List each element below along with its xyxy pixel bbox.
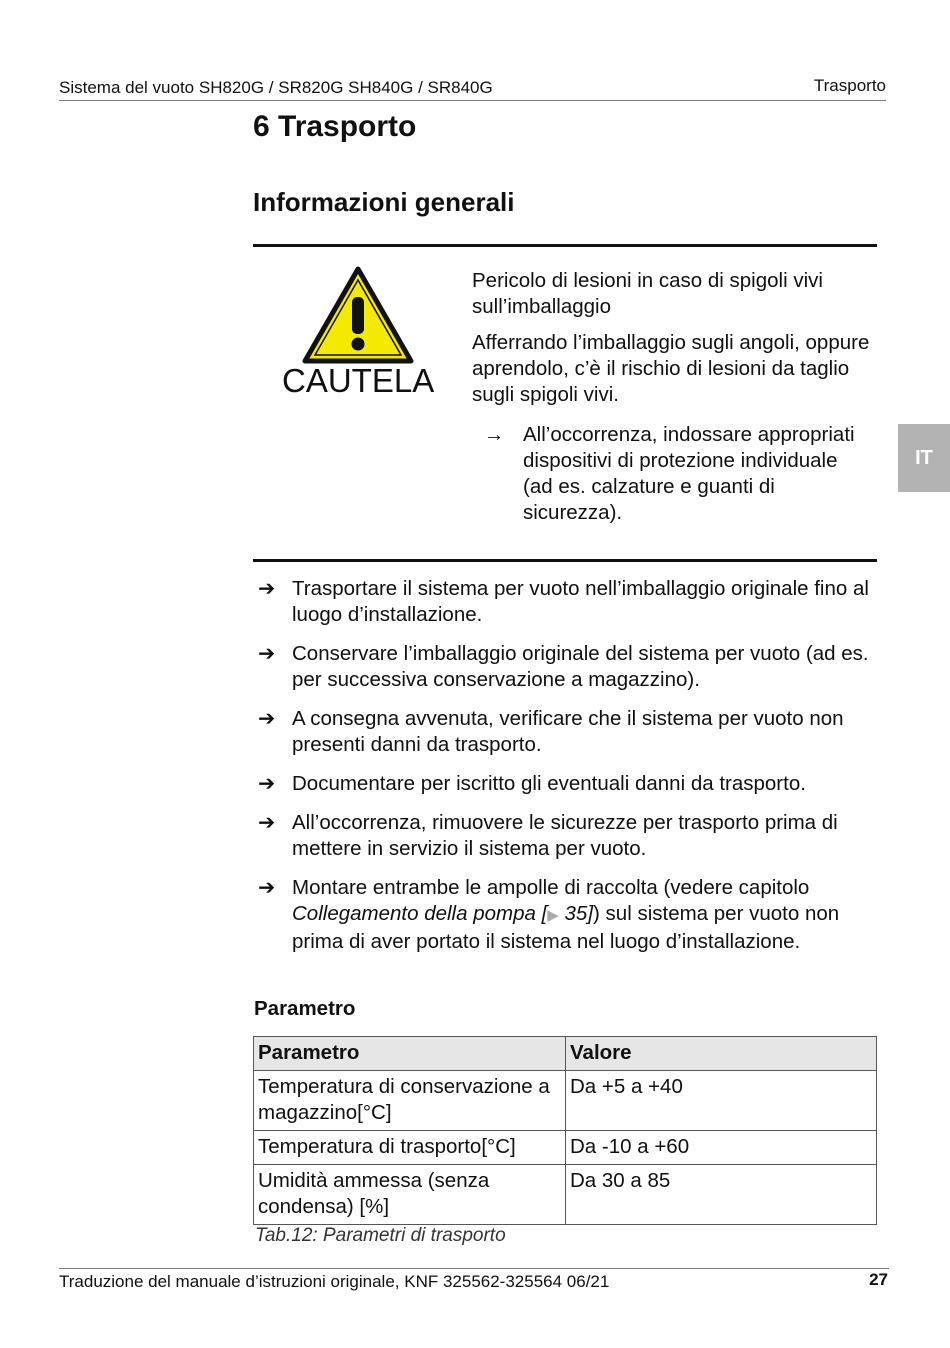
language-tab: IT (898, 424, 950, 492)
table-cell-parameter: Temperatura di conservazione a magazzino[°C] (254, 1071, 566, 1131)
caution-label: CAUTELA (282, 362, 435, 399)
arrow-right-icon: ➔ (258, 811, 276, 834)
cross-reference-page: 35] (558, 902, 594, 925)
transport-parameters-table (253, 1036, 877, 1225)
chapter-cross-reference-link[interactable] (292, 902, 593, 925)
table-row (254, 1165, 877, 1225)
parameters-heading: Parametro (254, 997, 356, 1020)
page-number: 27 (869, 1270, 888, 1289)
step-item (258, 641, 883, 693)
table-cell-value: Da +5 a +40 (566, 1071, 877, 1131)
table-cell-value: Da -10 a +60 (566, 1131, 877, 1165)
step-item (258, 576, 883, 628)
step-item (258, 810, 883, 862)
arrow-right-icon: → (484, 423, 505, 446)
step-item (258, 875, 883, 955)
header-divider (59, 100, 886, 101)
step-text: Documentare per iscritto gli eventuali danni da trasporto. (292, 772, 806, 795)
table-row (254, 1071, 877, 1131)
table-cell-parameter: Umidità ammessa (senza condensa) [%] (254, 1165, 566, 1225)
table-caption: Tab.12: Parametri di trasporto (255, 1225, 506, 1246)
arrow-right-icon: ➔ (258, 577, 276, 600)
table-cell-parameter: Temperatura di trasporto[°C] (254, 1131, 566, 1165)
arrow-right-icon: ➔ (258, 707, 276, 730)
step-text (292, 876, 839, 953)
arrow-right-icon: ➔ (258, 772, 276, 795)
transport-steps-list (258, 576, 883, 968)
caution-bottom-rule (253, 559, 877, 562)
chapter-title: 6 Trasporto (253, 110, 417, 143)
step-text: A consegna avvenuta, verificare che il sistema per vuoto non presenti danni da trasporto. (292, 707, 844, 756)
table-cell-value: Da 30 a 85 (566, 1165, 877, 1225)
exclamation-bar (352, 297, 364, 334)
cross-reference-title: Collegamento della pompa [ (292, 902, 548, 925)
table-header-row (254, 1037, 877, 1071)
footer-divider (59, 1268, 889, 1269)
step-text: All’occorrenza, rimuovere le sicurezze per trasporto prima di mettere in servizio il sistema per vuoto. (292, 811, 838, 860)
arrow-right-icon: ➔ (258, 876, 276, 899)
caution-top-rule (253, 244, 877, 247)
caution-text-block (472, 268, 872, 526)
step-item (258, 706, 883, 758)
column-header-parameter: Parametro (254, 1037, 566, 1071)
header-document-title: Sistema del vuoto SH820G / SR820G SH840G / SR840G (59, 78, 493, 97)
exclamation-dot (352, 338, 365, 351)
step-text: Conservare l’imballaggio originale del sistema per vuoto (ad es. per successiva conservazione a magazzino). (292, 642, 869, 691)
table-row (254, 1131, 877, 1165)
footer-text: Traduzione del manuale d’istruzioni originale, KNF 325562-325564 06/21 (59, 1272, 610, 1291)
caution-body: Afferrando l’imballaggio sugli angoli, oppure aprendolo, c’è il rischio di lesioni da taglio sugli spigoli vivi. (472, 331, 870, 406)
column-header-value: Valore (566, 1037, 877, 1071)
caution-action-text: All’occorrenza, indossare appropriati dispositivi di protezione individuale (ad es. calzature e guanti di sicurezza). (523, 423, 855, 524)
step-text-after-link: ) sul sistema per vuoto non prima di aver portato il sistema nel luogo d’installazione. (292, 902, 840, 953)
step-text-before-link: Montare entrambe le ampolle di raccolta (vedere capitolo (292, 876, 810, 899)
caution-heading: Pericolo di lesioni in caso di spigoli vivi sull’imballaggio (472, 269, 823, 318)
warning-triangle-icon (302, 266, 414, 364)
page-reference-triangle-icon: ▶ (547, 907, 559, 924)
step-item (258, 771, 883, 797)
step-text: Trasportare il sistema per vuoto nell’imballaggio originale fino al luogo d’installazione. (292, 577, 869, 626)
caution-action-item (472, 422, 872, 526)
section-title: Informazioni generali (253, 187, 515, 217)
header-section-name: Trasporto (813, 76, 886, 95)
arrow-right-icon: ➔ (258, 642, 276, 665)
